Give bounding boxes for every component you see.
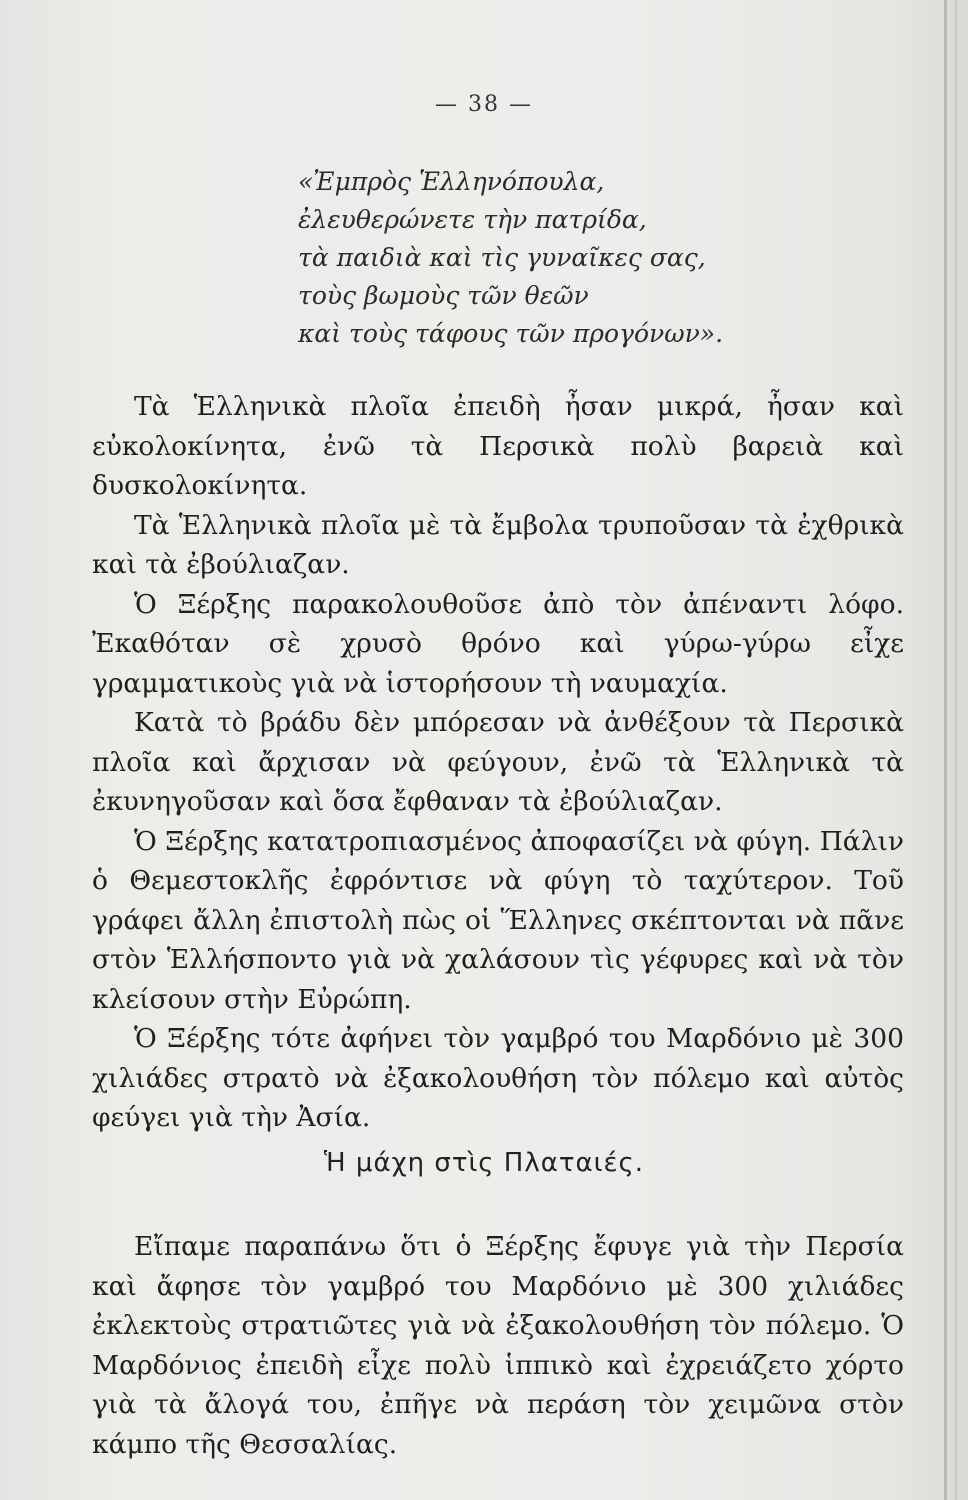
poem-line: ἐλευθερώνετε τὴν πατρίδα, <box>298 205 647 234</box>
paragraph: Ὁ Ξέρξης κατατροπιασμένος ἀποφασίζει νὰ φύγη. Πάλιν ὁ Θεμεστοκλῆς ἐφρόντισε νὰ φύγη τὸ ταχύτερον. Τοῦ γράφει ἄλλη ἐπιστολὴ πὼς οἱ Ἕλληνες σκέπτονται νὰ πᾶνε στὸν Ἑλλήσποντο γιὰ νὰ χαλάσουν τὶς γέφυρες καὶ νὰ τὸν κλείσουν στὴν Εὐρώπη. <box>92 825 904 1015</box>
paragraph: Ὁ Ξέρξης παρακολουθοῦσε ἀπὸ τὸν ἀπέναντι λόφο. Ἐκαθόταν σὲ χρυσὸ θρόνο καὶ γύρω-γύρω εἶχε γραμματικοὺς γιὰ νὰ ἱστορήσουν τὴ ναυμαχία. <box>92 588 904 699</box>
paragraph: Εἴπαμε παραπάνω ὅτι ὁ Ξέρξης ἔφυγε γιὰ τὴν Περσία καὶ ἄφησε τὸν γαμβρό του Μαρδόνιο μὲ 300 χιλιάδες ἐκλεκτοὺς στρατιῶτες γιὰ νὰ ἐξακολουθήση τὸν πόλεμο. Ὁ Μαρδόνιος ἐπειδὴ εἶχε πολὺ ἱππικὸ καὶ ἐχρειάζετο χόρτο γιὰ τὰ ἄλογά του, ἐπῆγε νὰ περάση τὸν χειμῶνα στὸν κάμπο τῆς Θεσσαλίας. <box>92 1231 904 1460</box>
paragraph: Τὰ Ἑλληνικὰ πλοῖα μὲ τὰ ἔμβολα τρυποῦσαν τὰ ἐχθρικὰ καὶ τὰ ἐβούλιαζαν. <box>92 509 904 580</box>
page-edge-line <box>955 0 957 1500</box>
poem-line: τὰ παιδιὰ καὶ τὶς γυναῖκες σας, <box>298 243 706 272</box>
paragraph: Ὁ Ξέρξης τότε ἀφήνει τὸν γαμβρό του Μαρδόνιο μὲ 300 χιλιάδες στρατὸ νὰ ἐξακολουθήση τὸν πόλεμο καὶ αὐτὸς φεύγει γιὰ τὴν Ἀσία. <box>92 1023 904 1133</box>
paragraph: Κατὰ τὸ βράδυ δὲν μπόρεσαν νὰ ἀνθέξουν τὰ Περσικὰ πλοῖα καὶ ἄρχισαν νὰ φεύγουν, ἐνῶ τὰ Ἑλληνικὰ τὰ ἐκυνηγοῦσαν καὶ ὅσα ἔφθαναν τὰ ἐβούλιαζαν. <box>92 707 904 817</box>
poem-line: καὶ τοὺς τάφους τῶν προγόνων». <box>298 319 724 348</box>
body-text <box>92 387 904 1138</box>
poem-quote <box>298 163 723 353</box>
page-number: — 38 — <box>435 92 533 117</box>
poem-line: τοὺς βωμοὺς τῶν θεῶν <box>298 281 589 310</box>
page-edge-line <box>944 0 947 1500</box>
section-heading: Ἡ μάχη στὶς Πλαταιές. <box>323 1148 645 1178</box>
section-body-text <box>92 1227 904 1464</box>
paragraph: Τὰ Ἑλληνικὰ πλοῖα ἐπειδὴ ἦσαν μικρά, ἦσαν καὶ εὐκολοκίνητα, ἐνῶ τὰ Περσικὰ πολὺ βαρειὰ καὶ δυσκολοκίνητα. <box>92 391 904 501</box>
poem-line: «Ἐμπρὸς Ἑλληνόπουλα, <box>298 167 605 196</box>
